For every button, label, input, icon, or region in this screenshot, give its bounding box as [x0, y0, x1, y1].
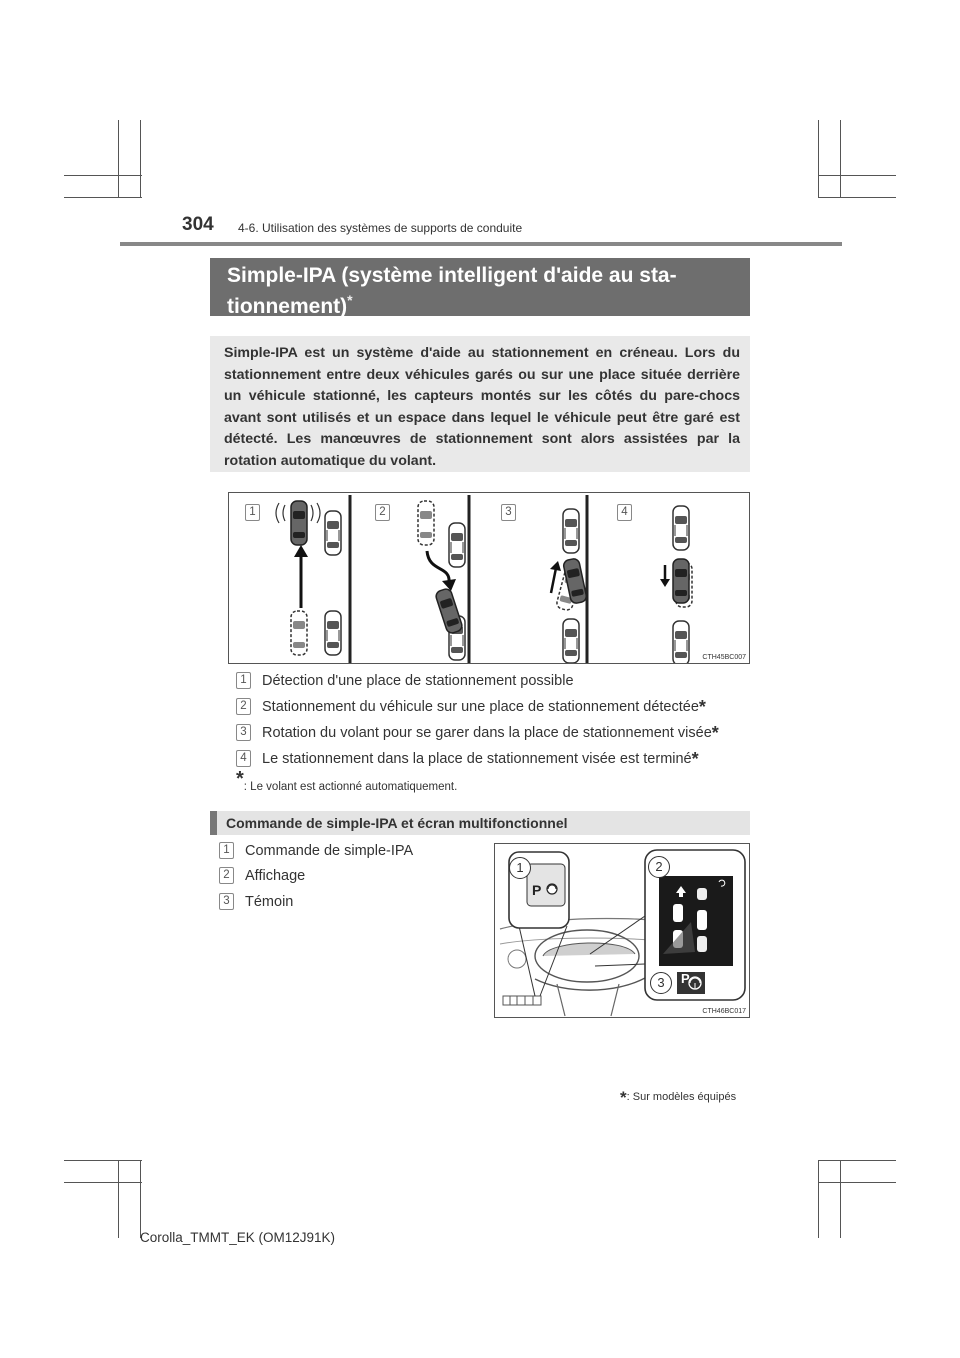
crop-mark — [840, 1160, 841, 1238]
callout-3: 3 — [650, 972, 672, 994]
crop-mark — [818, 1160, 896, 1161]
legend-text: Détection d'une place de stationnement possible — [262, 672, 574, 689]
legend-number: 1 — [219, 842, 234, 859]
section2-legend-item — [219, 867, 305, 884]
legend-text: Rotation du volant pour se garer dans la place de stationnement visée — [262, 724, 712, 741]
panel-4-illustration — [660, 506, 692, 663]
subsection-heading: Commande de simple-IPA et écran multifonctionnel — [210, 811, 750, 835]
document-footer: Corolla_TMMT_EK (OM12J91K) — [140, 1230, 336, 1245]
page-footnote — [620, 1088, 736, 1108]
legend-number: 4 — [236, 750, 251, 767]
callout-2: 2 — [648, 856, 670, 878]
fig1-legend-item: 4 Le stationnement dans la place de stationnement visée est terminé * — [236, 750, 699, 767]
parking-steps-figure — [228, 492, 750, 664]
figure-code: CTH45BC007 — [702, 654, 746, 661]
crop-mark — [64, 197, 142, 198]
fig1-number-4: 4 — [617, 504, 632, 521]
legend-text: Commande de simple-IPA — [245, 842, 414, 859]
title-line-2: tionnement) — [227, 295, 348, 318]
crop-mark — [64, 1182, 142, 1183]
fig1-legend-item: 2 Stationnement du véhicule sur une place de stationnement détectée * — [236, 698, 706, 715]
crop-mark — [818, 1160, 819, 1238]
fig1-number-1: 1 — [245, 504, 260, 521]
legend-number: 3 — [236, 724, 251, 741]
asterisk: * — [236, 768, 244, 790]
section2-legend-item — [219, 842, 413, 859]
crop-mark — [818, 197, 896, 198]
panel-1-illustration — [276, 501, 341, 655]
figure-footnote — [236, 768, 458, 793]
header-rule — [120, 242, 842, 246]
crop-mark — [118, 120, 119, 198]
page-footnote-text: : Sur modèles équipés — [626, 1091, 737, 1103]
section-path: 4-6. Utilisation des systèmes de supports de conduite — [238, 221, 523, 235]
dashboard-figure — [494, 843, 750, 1018]
callout-1: 1 — [509, 857, 531, 879]
figure-code: CTH46BC017 — [702, 1008, 746, 1015]
fig1-legend-item: 3 Rotation du volant pour se garer dans la place de stationnement visée * — [236, 724, 719, 741]
title-asterisk: * — [347, 292, 353, 308]
fig1-number-3: 3 — [501, 504, 516, 521]
crop-mark — [64, 175, 142, 176]
legend-text: Stationnement du véhicule sur une place de stationnement détectée — [262, 698, 699, 715]
crop-mark — [818, 1182, 896, 1183]
footnote-text: : Le volant est actionné automatiquement. — [243, 780, 458, 793]
crop-mark — [140, 120, 141, 198]
intro-text: Simple-IPA est un système d'aide au stationnement en créneau. Lors du stationnement entre deux véhicules garés ou sur une place située derrière un véhicule stationné, les capteurs montés sur les côtés du pare-chocs avant sont utilisés et un espace dans lequel le véhicule peut être garé est détecté. Les manœuvres de stationnement sont alors assistées par la rotation automatique du volant. — [210, 336, 750, 472]
parking-steps-illustration — [229, 493, 749, 663]
legend-number: 2 — [219, 867, 234, 884]
legend-text: Témoin — [245, 893, 294, 910]
switch-cluster — [503, 996, 541, 1005]
section2-legend-item — [219, 893, 293, 910]
legend-number: 2 — [236, 698, 251, 715]
indicator-p-label: P — [681, 971, 690, 986]
crop-mark — [118, 1160, 119, 1238]
panel-2-illustration — [418, 501, 465, 660]
legend-text: Affichage — [245, 867, 306, 884]
crop-mark — [140, 1160, 141, 1238]
page-title — [210, 258, 750, 316]
legend-text: Le stationnement dans la place de stationnement visée est terminé — [262, 750, 692, 767]
crop-mark — [64, 1160, 142, 1161]
page-number: 304 — [182, 214, 214, 235]
crop-mark — [818, 120, 819, 198]
title-line-1: Simple-IPA (système intelligent d'aide au sta- — [227, 264, 677, 287]
legend-number: 1 — [236, 672, 251, 689]
switch-p-label: P — [532, 882, 542, 898]
fig1-legend-item — [236, 672, 574, 689]
asterisk: * — [620, 1088, 627, 1107]
crop-mark — [818, 175, 896, 176]
panel-3-illustration — [550, 509, 587, 663]
fig1-number-2: 2 — [375, 504, 390, 521]
crop-mark — [840, 120, 841, 198]
legend-number: 3 — [219, 893, 234, 910]
dashboard-illustration — [495, 844, 749, 1017]
